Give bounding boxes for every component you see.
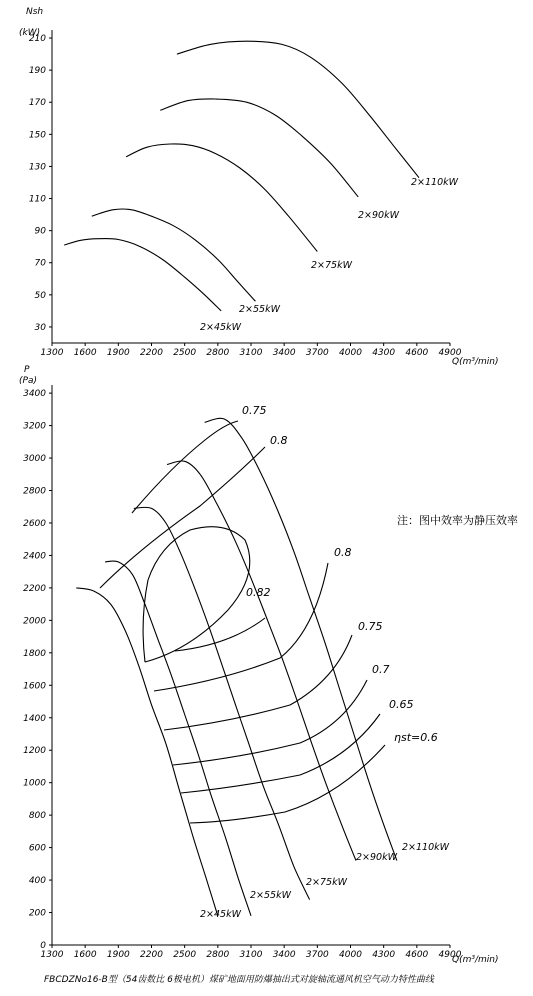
top-x-tick-label: 1300 — [40, 348, 64, 358]
eff-label-0.75-top: 0.75 — [242, 404, 267, 417]
eff-label-0.75-right: 0.75 — [358, 620, 383, 633]
bottom-curve-label-110: 2×110kW — [402, 842, 450, 853]
top-y-tick-label: 130 — [28, 162, 46, 173]
top-y-unit: (kW) — [19, 28, 41, 38]
bottom-y-tick-label: 1200 — [23, 746, 46, 757]
bottom-y-tick-label: 2800 — [23, 486, 46, 497]
bottom-series-2×55kW — [105, 561, 251, 916]
top-series-2×75kW — [126, 144, 317, 252]
bottom-x-label: Q(m³/min) — [452, 955, 499, 965]
bottom-x-tick-label: 3400 — [272, 950, 296, 960]
legend-note: 注：图中效率为静压效率 — [397, 514, 518, 527]
eff-line-0.8-high — [100, 447, 265, 588]
bottom-curve-label-90: 2×90kW — [356, 852, 397, 863]
eff-line-0.75-high — [132, 421, 238, 513]
bottom-y-label: P — [24, 365, 30, 375]
top-curve-label-45: 2×45kW — [200, 322, 241, 333]
bottom-curve-label-55: 2×55kW — [250, 890, 291, 901]
bottom-chart — [19, 365, 518, 965]
bottom-y-tick-label: 2600 — [23, 518, 46, 529]
eff-label-0.82: 0.82 — [246, 586, 271, 599]
top-y-tick-label: 190 — [28, 66, 46, 77]
bottom-x-tick-label: 2800 — [206, 950, 230, 960]
eff-bottom-line — [175, 618, 265, 651]
top-curve-label-110: 2×110kW — [411, 177, 459, 188]
bottom-x-tick-label: 4300 — [372, 950, 396, 960]
top-x-tick-label: 2800 — [206, 348, 230, 358]
top-x-tick-label: 4300 — [372, 348, 396, 358]
top-series-2×55kW — [92, 209, 256, 301]
top-x-tick-label: 4000 — [339, 348, 362, 358]
top-chart — [19, 7, 499, 367]
bottom-x-tick-label: 1900 — [106, 950, 130, 960]
top-x-tick-label: 4600 — [405, 348, 429, 358]
bottom-y-tick-label: 2200 — [23, 583, 46, 594]
bottom-x-tick-label: 3100 — [239, 950, 263, 960]
top-x-tick-label: 2500 — [173, 348, 197, 358]
top-y-tick-label: 90 — [34, 226, 46, 237]
bottom-y-tick-label: 1800 — [23, 648, 46, 659]
top-x-tick-label: 2200 — [140, 348, 163, 358]
top-curve-label-75: 2×75kW — [311, 260, 352, 271]
top-x-tick-label: 3700 — [305, 348, 329, 358]
bottom-x-tick-label: 3700 — [305, 950, 329, 960]
eff-label-0.8-right: 0.8 — [334, 546, 352, 559]
eff-label-0.7: 0.7 — [372, 663, 390, 676]
bottom-y-tick-label: 1600 — [23, 681, 46, 692]
eff-label-0.65: 0.65 — [389, 698, 414, 711]
bottom-curve-label-45: 2×45kW — [200, 909, 241, 920]
bottom-y-unit: (Pa) — [19, 376, 37, 386]
eff-line-0.6 — [190, 745, 385, 823]
top-y-tick-label: 50 — [34, 290, 46, 301]
top-x-label: Q(m³/min) — [452, 357, 499, 367]
eff-label-0.6: ηst=0.6 — [394, 731, 438, 744]
bottom-x-tick-label: 1300 — [40, 950, 64, 960]
bottom-y-tick-label: 1400 — [23, 713, 46, 724]
bottom-x-tick-label: 4000 — [339, 950, 362, 960]
bottom-y-tick-label: 3400 — [23, 389, 46, 400]
bottom-y-tick-label: 800 — [28, 811, 46, 822]
eff-line-0.65 — [181, 714, 380, 793]
bottom-y-tick-label: 3200 — [23, 421, 46, 432]
bottom-x-tick-label: 4600 — [405, 950, 429, 960]
top-y-tick-label: 210 — [28, 34, 46, 45]
bottom-y-tick-label: 0 — [40, 941, 46, 951]
top-series-2×90kW — [160, 99, 358, 197]
bottom-x-tick-label: 2500 — [173, 950, 197, 960]
bottom-x-tick-label: 4900 — [438, 950, 462, 960]
bottom-x-tick-label: 2200 — [140, 950, 163, 960]
efficiency-lines — [100, 421, 385, 823]
eff-line-0.75-low — [164, 635, 352, 730]
top-series-2×45kW — [64, 238, 221, 310]
figure-caption: FBCDZNo16-B型（54齿数比 6极电机）煤矿地面用防爆抽出式对旋轴流通风机空气动力特性曲线 — [44, 975, 434, 985]
top-y-tick-label: 110 — [28, 194, 46, 205]
bottom-curve-label-75: 2×75kW — [306, 877, 347, 888]
top-x-tick-label: 3400 — [272, 348, 296, 358]
bottom-y-tick-label: 400 — [28, 876, 46, 887]
top-y-tick-label: 70 — [34, 258, 46, 269]
bottom-y-tick-label: 2000 — [23, 616, 46, 627]
top-y-tick-label: 150 — [28, 130, 46, 141]
bottom-series-2×90kW — [167, 461, 356, 861]
bottom-y-tick-label: 3000 — [23, 454, 46, 465]
eff-label-0.8-top: 0.8 — [270, 434, 288, 447]
bottom-y-tick-label: 600 — [28, 843, 46, 854]
top-series-2×110kW — [177, 41, 419, 178]
top-y-label: Nsh — [26, 7, 44, 17]
eff-line-0.7 — [173, 680, 367, 765]
top-curve-label-90: 2×90kW — [358, 210, 399, 221]
top-x-tick-label: 4900 — [438, 348, 462, 358]
top-x-tick-label: 1900 — [106, 348, 130, 358]
bottom-y-tick-label: 200 — [28, 908, 46, 919]
eff-line-0.8-low — [154, 563, 328, 691]
bottom-series-2×110kW — [205, 418, 397, 860]
top-y-tick-label: 170 — [28, 98, 46, 109]
bottom-y-tick-label: 1000 — [23, 778, 46, 789]
top-x-tick-label: 3100 — [239, 348, 263, 358]
top-curve-label-55: 2×55kW — [239, 304, 280, 315]
bottom-x-tick-label: 1600 — [73, 950, 97, 960]
bottom-y-tick-label: 2400 — [23, 551, 46, 562]
bottom-series-2×75kW — [134, 507, 310, 899]
top-y-tick-label: 30 — [34, 322, 46, 333]
top-x-tick-label: 1600 — [73, 348, 97, 358]
